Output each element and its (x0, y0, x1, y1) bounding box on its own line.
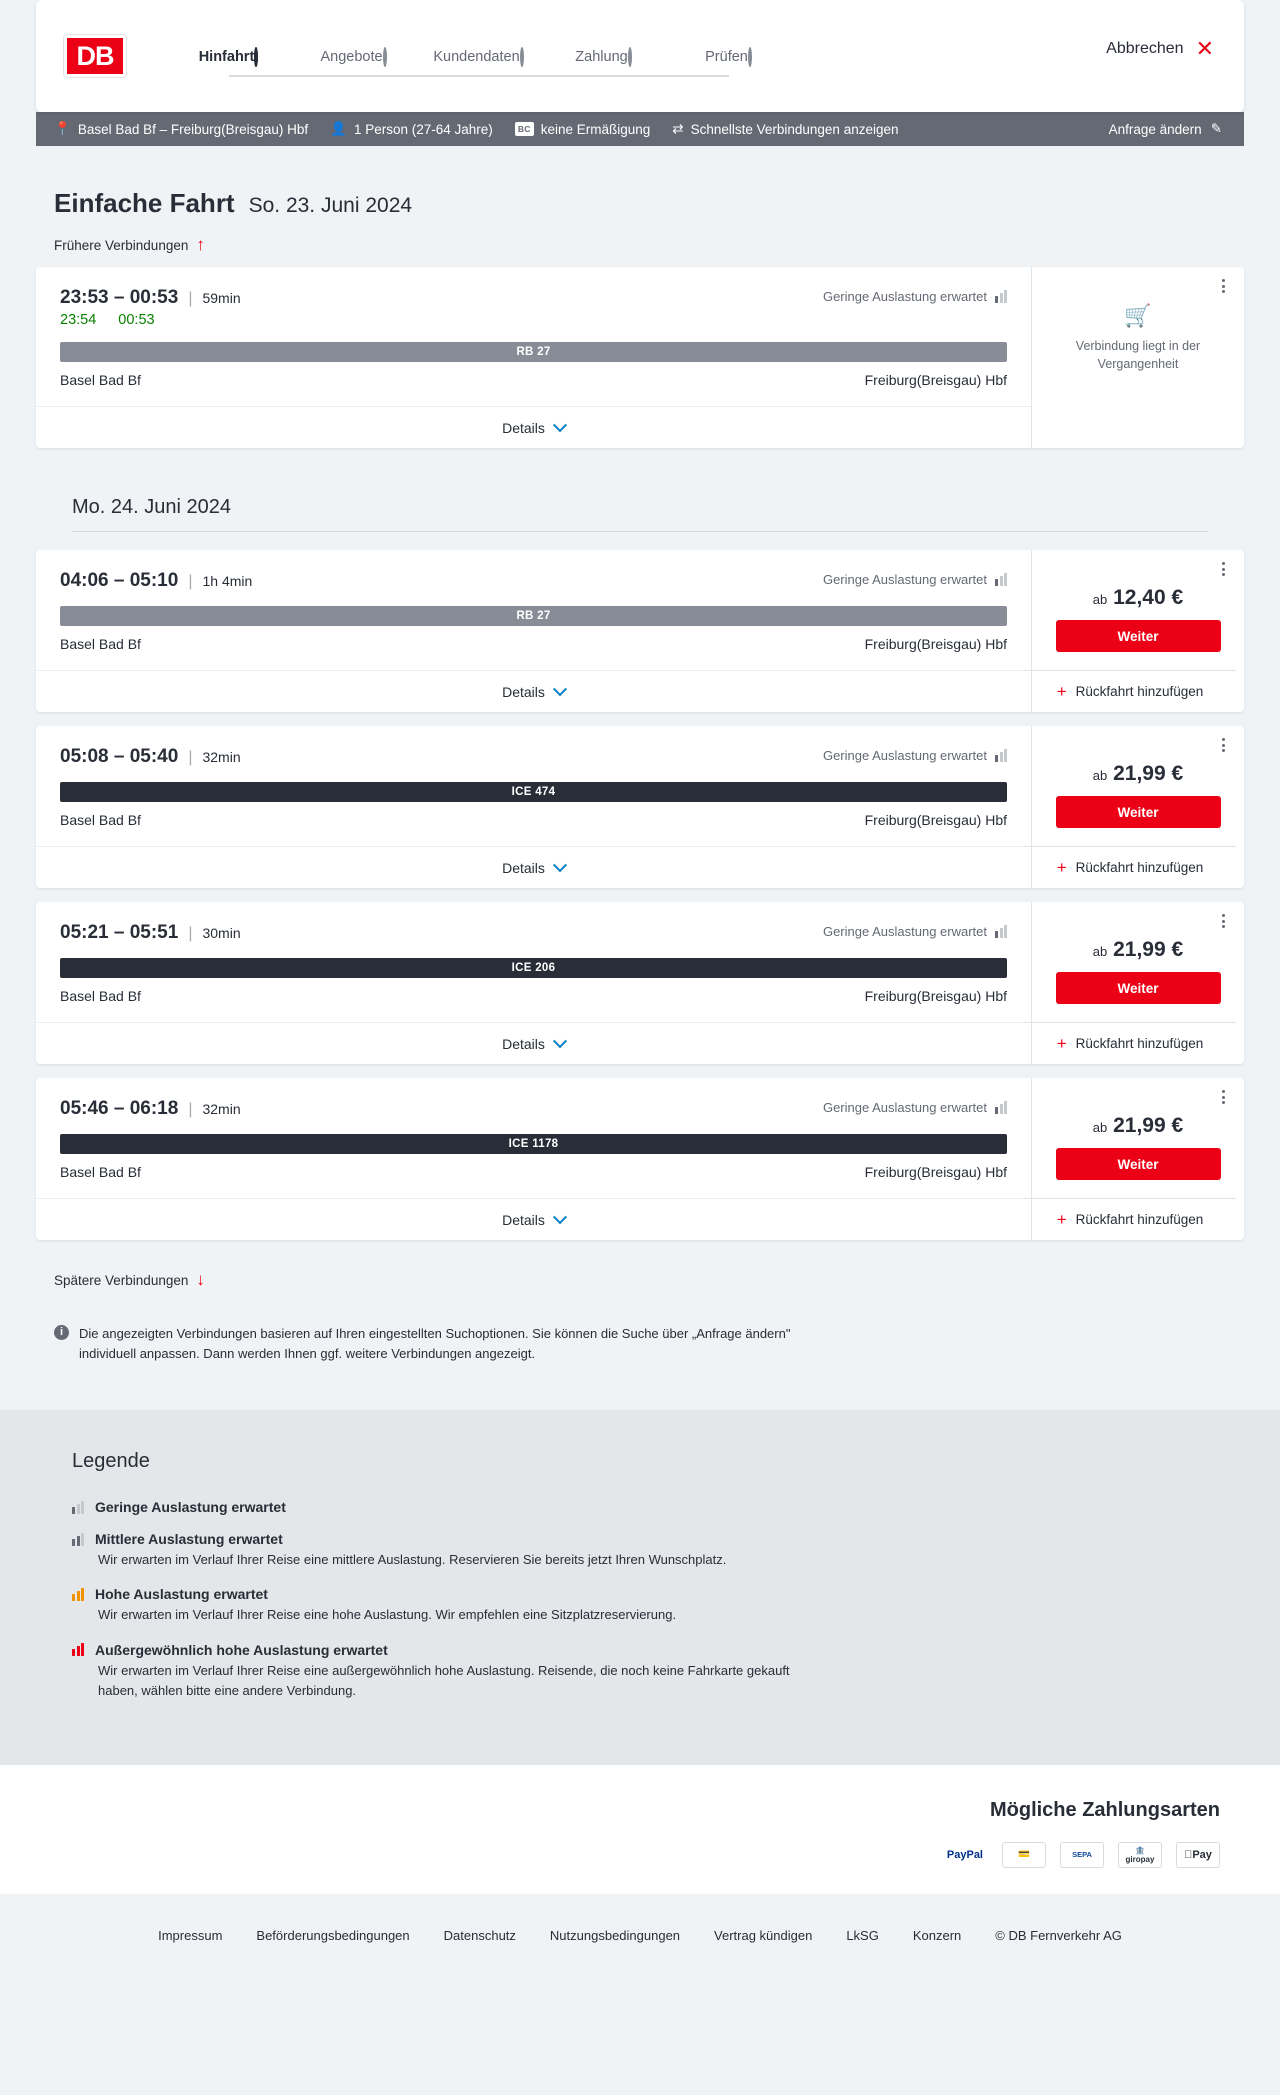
continue-button[interactable]: Weiter (1056, 796, 1221, 828)
occupancy-label: Geringe Auslastung erwartet (822, 289, 987, 304)
connection-stations (60, 372, 1007, 388)
price (1093, 1114, 1183, 1138)
add-return-label: Rückfahrt hinzufügen (1075, 1212, 1204, 1227)
time-separator: | (188, 925, 193, 942)
legend-items (72, 1499, 1208, 1701)
search-info-note (36, 1302, 796, 1364)
legend-item-label: Mittlere Auslastung erwartet (95, 1531, 283, 1548)
edit-search-label: Anfrage ändern (1108, 121, 1202, 137)
train-badge: RB 27 (60, 342, 1007, 362)
trip-type-title: Einfache Fahrt (54, 188, 235, 218)
earlier-connections-label: Frühere Verbindungen (54, 237, 189, 253)
add-return-trip-button[interactable] (1024, 1198, 1236, 1240)
price-value: 21,99 € (1113, 762, 1184, 785)
details-label: Details (502, 1211, 545, 1228)
summary-route-label: Basel Bad Bf – Freiburg(Breisgau) Hbf (77, 121, 309, 137)
step-zahlung[interactable] (541, 47, 666, 65)
details-label: Details (502, 859, 545, 876)
price (1093, 938, 1183, 962)
payment-methods-section (0, 1765, 1280, 1894)
payment-methods-title: Mögliche Zahlungsarten (989, 1798, 1220, 1821)
sepa-icon: SEPA (1060, 1842, 1104, 1868)
occupancy-label: Geringe Auslastung erwartet (822, 924, 987, 939)
summary-sort-label: Schnellste Verbindungen anzeigen (690, 121, 899, 137)
results-content (0, 146, 1280, 1364)
continue-button[interactable]: Weiter (1056, 1148, 1221, 1180)
price-prefix: ab (1092, 944, 1108, 959)
occupancy-icon (72, 1588, 84, 1601)
legend-item (72, 1586, 1208, 1625)
step-label: Prüfen (705, 49, 748, 65)
duration: 1h 4min (202, 573, 253, 589)
arrow-up-icon: ↑ (196, 235, 205, 254)
occupancy-icon (72, 1501, 84, 1514)
legend-item (72, 1499, 1208, 1515)
connection-offer (1031, 726, 1244, 888)
sort-arrows-icon: ⇄ (672, 121, 684, 136)
summary-discount-label: keine Ermäßigung (540, 121, 651, 137)
location-pin-icon: 📍 (54, 121, 71, 136)
details-toggle[interactable] (36, 1022, 1031, 1064)
paypal-icon: PayPal (942, 1842, 988, 1868)
occupancy-icon (72, 1533, 84, 1546)
summary-discount[interactable] (511, 122, 668, 137)
summary-route[interactable] (50, 121, 326, 137)
add-return-label: Rückfahrt hinzufügen (1075, 1036, 1204, 1051)
add-return-trip-button[interactable] (1024, 1022, 1236, 1064)
time-range: 05:21 – 05:51 (60, 922, 179, 943)
info-icon: i (54, 1325, 69, 1340)
destination-station: Freiburg(Breisgau) Hbf (864, 372, 1007, 388)
details-toggle[interactable] (36, 1198, 1031, 1240)
footer-copyright: © DB Fernverkehr AG (995, 1927, 1122, 1943)
time-separator: | (188, 573, 193, 590)
destination-station: Freiburg(Breisgau) Hbf (864, 1164, 1007, 1180)
duration: 32min (202, 1101, 241, 1117)
legend-item-label: Außergewöhnlich hohe Auslastung erwartet (95, 1641, 388, 1658)
search-info-text: Die angezeigten Verbindungen basieren auf Ihren eingestellten Suchoptionen. Sie können die Suche über „Anfrage ändern" individuell anpassen. Dann werden Ihnen ggf. weitere Verbindungen angezeigt. (79, 1326, 791, 1362)
occupancy-label: Geringe Auslastung erwartet (822, 572, 987, 587)
connection-info (36, 902, 1031, 1064)
trip-date: So. 23. Juni 2024 (248, 194, 413, 217)
train-badge: RB 27 (60, 606, 1007, 626)
summary-sort[interactable] (668, 121, 916, 137)
details-toggle[interactable] (36, 406, 1031, 448)
chevron-down-icon (553, 1034, 567, 1048)
footer-link-datenschutz[interactable]: Datenschutz (443, 1927, 516, 1943)
chevron-down-icon (553, 858, 567, 872)
footer-link-impressum[interactable]: Impressum (158, 1927, 223, 1943)
price-prefix: ab (1092, 768, 1108, 783)
train-badge: ICE 206 (60, 958, 1007, 978)
connection-offer (1031, 550, 1244, 712)
step-connector (604, 75, 729, 77)
day-header: Mo. 24. Juni 2024 (72, 468, 1208, 532)
step-dot (254, 47, 258, 67)
occupancy-label: Geringe Auslastung erwartet (822, 748, 987, 763)
price-prefix: ab (1092, 1120, 1108, 1135)
connection-stations (60, 1164, 1007, 1180)
connection-offer (1031, 267, 1244, 448)
connection-card[interactable] (36, 267, 1244, 448)
duration: 30min (202, 925, 241, 941)
past-connection-text: Verbindung liegt in der Vergangenheit (1075, 339, 1201, 372)
connection-info (36, 550, 1031, 712)
chevron-down-icon (553, 1210, 567, 1224)
payment-icons-row (60, 1842, 1220, 1868)
details-label: Details (502, 419, 545, 436)
origin-station: Basel Bad Bf (60, 372, 141, 388)
occupancy-icon (995, 1101, 1007, 1114)
cart-crossed-icon: 🛒 (1124, 303, 1152, 328)
continue-button[interactable]: Weiter (1056, 620, 1221, 652)
occupancy-status (823, 748, 1007, 763)
add-return-trip-button[interactable] (1024, 670, 1236, 712)
later-connections-button[interactable] (36, 1254, 1244, 1302)
connection-card[interactable] (36, 726, 1244, 888)
destination-station: Freiburg(Breisgau) Hbf (864, 988, 1007, 1004)
plus-icon: + (1056, 682, 1067, 701)
destination-station: Freiburg(Breisgau) Hbf (864, 812, 1007, 828)
occupancy-icon (72, 1643, 84, 1656)
occupancy-status (823, 924, 1007, 939)
connection-info (36, 726, 1031, 888)
legend-section (0, 1410, 1280, 1765)
connection-card[interactable] (36, 550, 1244, 712)
legend-item-label: Geringe Auslastung erwartet (95, 1499, 286, 1516)
cancel-label: Abbrechen (1106, 40, 1184, 57)
page-title (36, 146, 1244, 219)
arrow-down-icon: ↓ (196, 1270, 205, 1289)
occupancy-label: Geringe Auslastung erwartet (822, 1100, 987, 1115)
actual-arrival: 00:53 (118, 312, 155, 328)
cancel-button[interactable] (1106, 38, 1214, 60)
details-label: Details (502, 683, 545, 700)
earlier-connections-button[interactable] (36, 219, 1244, 267)
time-separator: | (188, 1101, 193, 1118)
step-label: Angebote (320, 49, 383, 65)
more-options-icon[interactable] (1212, 275, 1234, 297)
legend-item-label: Hohe Auslastung erwartet (95, 1586, 268, 1603)
step-connector (229, 75, 354, 77)
occupancy-status (823, 1100, 1007, 1115)
legend-item-desc: Wir erwarten im Verlauf Ihrer Reise eine hohe Auslastung. Wir empfehlen eine Sitzplatzreservierung. (98, 1607, 677, 1623)
plus-icon: + (1056, 858, 1067, 877)
chevron-down-icon (553, 682, 567, 696)
details-label: Details (502, 1035, 545, 1052)
footer-link-vertrag-kuendigen[interactable]: Vertrag kündigen (714, 1927, 813, 1943)
add-return-label: Rückfahrt hinzufügen (1075, 860, 1204, 875)
occupancy-status (823, 572, 1007, 587)
connection-list-day1 (36, 267, 1244, 448)
price (1093, 762, 1183, 786)
occupancy-icon (995, 749, 1007, 762)
footer-link-konzern[interactable]: Konzern (912, 1927, 962, 1943)
step-dot (520, 47, 524, 67)
day-header-wrap (36, 468, 1244, 532)
connection-offer (1031, 902, 1244, 1064)
occupancy-icon (995, 290, 1007, 303)
origin-station: Basel Bad Bf (60, 636, 141, 652)
past-connection-notice (1048, 303, 1228, 373)
credit-card-icon: 💳 (1002, 1842, 1046, 1868)
details-toggle[interactable] (36, 670, 1031, 712)
train-badge: ICE 474 (60, 782, 1007, 802)
price-value: 21,99 € (1113, 938, 1184, 961)
legend-item-desc: Wir erwarten im Verlauf Ihrer Reise eine außergewöhnlich hohe Auslastung. Reisende, die noch keine Fahrkarte gekauft haben, wählen bitte eine andere Verbindung. (98, 1662, 790, 1698)
price-prefix: ab (1092, 592, 1108, 607)
page-header (36, 0, 1244, 112)
legend-item-head (72, 1586, 1208, 1602)
price-value: 21,99 € (1113, 1114, 1184, 1137)
more-options-icon[interactable] (1212, 910, 1234, 932)
legend-item (72, 1642, 1208, 1701)
time-range: 04:06 – 05:10 (60, 570, 179, 591)
apple-pay-icon: Pay (1176, 1842, 1220, 1868)
summary-passengers[interactable] (326, 121, 511, 137)
footer-link-nutzungsbedingungen[interactable]: Nutzungsbedingungen (549, 1927, 681, 1943)
more-options-icon[interactable] (1212, 1086, 1234, 1108)
step-hinfahrt[interactable] (166, 47, 291, 65)
page-footer (0, 1894, 1280, 1983)
price-value: 12,40 € (1113, 586, 1184, 609)
step-label: Kundendaten (433, 49, 520, 65)
search-summary-bar (36, 112, 1244, 146)
legend-item (72, 1531, 1208, 1570)
origin-station: Basel Bad Bf (60, 812, 141, 828)
time-range: 05:08 – 05:40 (60, 746, 179, 767)
db-logo[interactable]: DB (64, 35, 126, 77)
actual-departure: 23:54 (60, 312, 97, 328)
time-range: 05:46 – 06:18 (60, 1098, 179, 1119)
time-range: 23:53 – 00:53 (60, 287, 179, 308)
step-connector (354, 75, 479, 77)
later-connections-label: Spätere Verbindungen (54, 1272, 189, 1288)
legend-item-head (72, 1531, 1208, 1547)
pencil-icon: ✎ (1210, 121, 1222, 136)
booking-stepper (166, 47, 791, 65)
more-options-icon[interactable] (1212, 734, 1234, 756)
connection-stations (60, 812, 1007, 828)
time-separator: | (188, 749, 193, 766)
step-connector (479, 75, 604, 77)
occupancy-status (823, 289, 1007, 304)
connection-card[interactable] (36, 902, 1244, 1064)
step-kundendaten[interactable] (416, 47, 541, 65)
legend-item-head (72, 1499, 1208, 1515)
plus-icon: + (1056, 1034, 1067, 1053)
edit-search-button[interactable] (1109, 121, 1230, 137)
duration: 59min (202, 290, 241, 306)
occupancy-icon (995, 925, 1007, 938)
chevron-down-icon (553, 418, 567, 432)
occupancy-icon (995, 573, 1007, 586)
duration: 32min (202, 749, 241, 765)
add-return-label: Rückfahrt hinzufügen (1075, 684, 1204, 699)
footer-link-befoerderungsbedingungen[interactable]: Beförderungsbedingungen (256, 1927, 410, 1943)
origin-station: Basel Bad Bf (60, 988, 141, 1004)
price (1093, 586, 1183, 610)
destination-station: Freiburg(Breisgau) Hbf (864, 636, 1007, 652)
legend-item-head (72, 1642, 1208, 1658)
footer-link-lksg[interactable]: LkSG (846, 1927, 879, 1943)
connection-stations (60, 636, 1007, 652)
step-dot (383, 47, 387, 67)
connection-card[interactable] (36, 1078, 1244, 1240)
plus-icon: + (1056, 1210, 1067, 1229)
step-label: Hinfahrt (198, 49, 255, 65)
connection-stations (60, 988, 1007, 1004)
train-badge: ICE 1178 (60, 1134, 1007, 1154)
step-dot (748, 47, 752, 67)
step-label: Zahlung (575, 49, 628, 65)
person-icon: 👤 (330, 121, 347, 136)
origin-station: Basel Bad Bf (60, 1164, 141, 1180)
giropay-icon: 🏦 giropay (1118, 1842, 1162, 1868)
time-separator: | (188, 290, 193, 307)
continue-button[interactable]: Weiter (1056, 972, 1221, 1004)
summary-passengers-label: 1 Person (27-64 Jahre) (353, 121, 493, 137)
more-options-icon[interactable] (1212, 558, 1234, 580)
add-return-trip-button[interactable] (1024, 846, 1236, 888)
step-dot (628, 47, 632, 67)
connection-offer (1031, 1078, 1244, 1240)
details-toggle[interactable] (36, 846, 1031, 888)
legend-title: Legende (72, 1450, 150, 1473)
close-icon[interactable]: ✕ (1195, 36, 1214, 61)
actual-times (60, 312, 1007, 328)
legend-item-desc: Wir erwarten im Verlauf Ihrer Reise eine mittlere Auslastung. Reservieren Sie bereits jetzt Ihren Wunschplatz. (98, 1552, 727, 1568)
step-prüfen[interactable] (666, 47, 791, 65)
connection-info (36, 267, 1031, 448)
connection-info (36, 1078, 1031, 1240)
step-angebote[interactable] (291, 47, 416, 65)
bahncard-icon: BC (515, 122, 534, 136)
connection-list-day2 (36, 550, 1244, 1240)
